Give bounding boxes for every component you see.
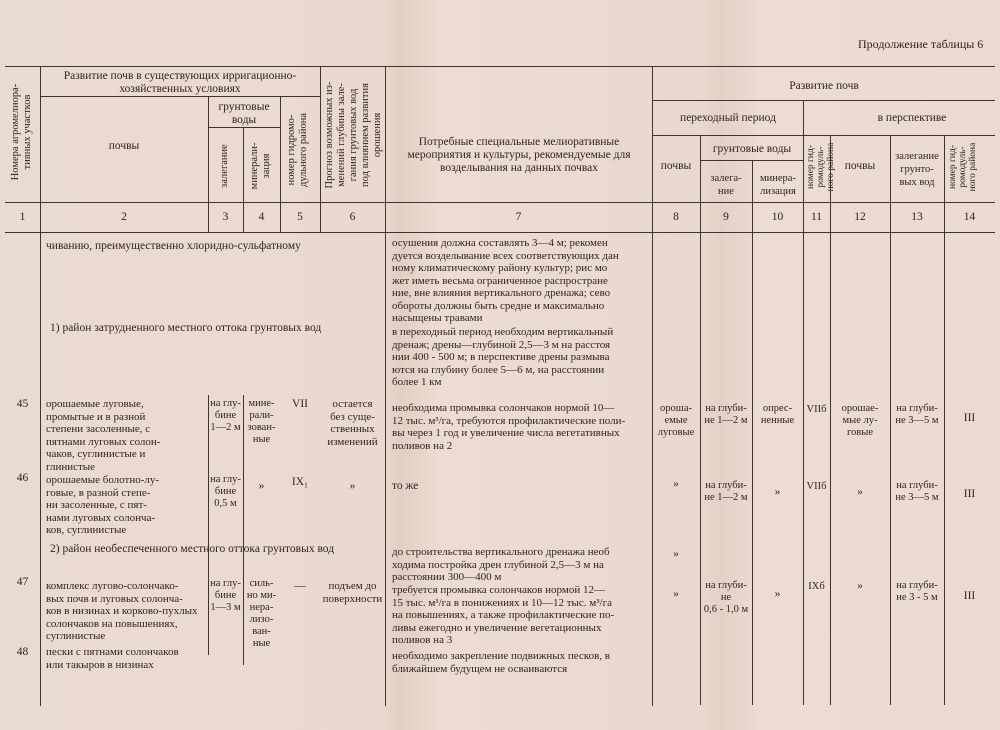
transitional-depth: на глуби- не 1—2 м xyxy=(704,403,748,426)
district-1-heading: 1) район затрудненного местного оттока грунтовых вод xyxy=(50,322,322,334)
ditto-mark: » xyxy=(673,548,679,560)
district-2-heading: 2) район необеспеченного местного оттока грунтовых вод xyxy=(50,543,335,555)
soil-description: орошаемые луговые, промытые и в разной степени засоленные, с пятнами луговых солон- чаков, суглинистые и глинистые xyxy=(46,398,161,473)
row-number: 45 xyxy=(16,398,29,410)
perspective-soil: » xyxy=(857,580,863,592)
measures: необходима промывка солончаков нормой 10— 12 тыс. м³/га, требуются профилактические поли- вы через 1 год и увеличение числа вегетативных поливов на 2 xyxy=(392,402,626,452)
header-hydromodule2: номер гид- ромодуль- ного района xyxy=(806,142,836,192)
transitional-depth: на глуби- не 0,6 - 1,0 м xyxy=(703,580,749,615)
transitional-soil: » xyxy=(673,478,679,490)
col-number: 7 xyxy=(515,211,522,223)
col-number: 6 xyxy=(349,211,356,223)
soil-description: комплекс лугово-солончако- вых почв и луговых солонча- ков в низинах и корково-пухлых солончаков на повышениях, суглинистые xyxy=(46,580,198,642)
table-top-rule xyxy=(5,66,995,67)
district-1-measures: в переходный период необходим вертикальный дренаж; дрены—глубиной 2,5—3 м на расстоя нии 400 - 500 м; в перспективе дрены размыва ются на глубину более 5—6 м, на расстоянии более 1 км xyxy=(392,326,614,388)
header-soils3: почвы xyxy=(844,160,876,172)
col-number: 4 xyxy=(258,211,265,223)
number-row-rule xyxy=(5,232,995,233)
col-number: 1 xyxy=(19,211,26,223)
soil-description: орошаемые болотно-лу- говые, в разной степе- ни засоленные, с пят- нами луговых солонча- ков, суглинистые xyxy=(46,474,160,536)
col-number: 13 xyxy=(911,211,923,223)
groundwater-depth: на глу- бине 1—3 м xyxy=(210,578,241,613)
forecast: подъем до поверхности xyxy=(322,580,383,605)
groundwater-mineralization: силь- но ми- нера- лизо- ван- ные xyxy=(246,578,277,649)
perspective-hydromodule: III xyxy=(963,590,976,602)
perspective-hydromodule: III xyxy=(963,412,976,424)
continuation-text: чиванию, преимущественно хлоридно-сульфатному xyxy=(46,240,301,252)
measures: необходимо закрепление подвижных песков, в ближайшем будущем не осваиваются xyxy=(392,650,610,675)
groundwater-depth: на глу- бине 0,5 м xyxy=(210,474,241,509)
measures: требуется промывка солончаков нормой 12— 15 тыс. м³/га в понижениях и 10—12 тыс. м³/га на повышениях, а также профилактические по- ливы ежегодно и увеличение вегетационных поливов на 3 xyxy=(392,584,615,646)
forecast: » xyxy=(349,480,356,492)
perspective-hydromodule: III xyxy=(963,488,976,500)
transitional-mineralization: опрес- ненные xyxy=(760,403,795,426)
perspective-soil: » xyxy=(857,486,863,498)
hydromodule-district: IX₁ xyxy=(291,476,309,488)
header-mineralization2: минера- лизация xyxy=(760,173,796,197)
transitional-hydromodule: VIIб xyxy=(806,404,827,415)
perspective-depth: на глуби- не 3—5 м xyxy=(895,403,939,426)
header-groundwater: грунтовые воды xyxy=(218,101,270,126)
soil-description: пески с пятнами солончаков или такыров в низинах xyxy=(46,646,179,671)
row-number: 47 xyxy=(16,576,29,588)
transitional-soil: ороша- емые луговые xyxy=(657,403,695,438)
header-plot-number: Номера агромелиора- тивных участков xyxy=(10,83,33,181)
forecast: остается без суще- ственных изменений xyxy=(327,398,378,448)
header-hydromodule: номер гидромо- дульного района xyxy=(286,113,309,188)
groundwater-depth: на глу- бине 1—2 м xyxy=(210,398,241,433)
header-transitional: переходный период xyxy=(680,112,776,124)
transitional-soil: » xyxy=(673,588,679,600)
col-number: 5 xyxy=(297,211,303,223)
transitional-hydromodule: VIIб xyxy=(806,481,827,492)
col-number: 8 xyxy=(673,211,679,223)
perspective-depth: на глуби- не 3—5 м xyxy=(895,480,939,503)
header-measures: Потребные специальные мелиоративные мероприятия и культуры, рекомендуемые для возделывания на данных почвах xyxy=(407,136,631,174)
col-number: 11 xyxy=(810,211,823,223)
measures: то же xyxy=(392,480,419,492)
header-depth: залегание xyxy=(219,144,230,188)
header-groundwater2: грунтовые воды xyxy=(712,143,792,155)
groundwater-mineralization: » xyxy=(258,480,265,492)
district-2-measures: до строительства вертикального дренажа необ ходима постройка дрен глубиной 2,5—3 м на расстоянии 300—400 м xyxy=(392,546,610,583)
header-mineralization: минерали- зация xyxy=(249,142,272,190)
col-number: 12 xyxy=(854,211,866,223)
col-number: 3 xyxy=(222,211,229,223)
header-soils2: почвы xyxy=(660,160,692,172)
header-groundwater3: залегание грунто- вых вод xyxy=(895,151,939,188)
row-number: 48 xyxy=(16,646,29,658)
transitional-depth: на глуби- не 1—2 м xyxy=(704,480,748,503)
transitional-mineralization: » xyxy=(774,588,781,600)
header-forecast: Прогноз возможных из- менений глубины зале- гания грунтовых вод под влиянием развития орошения xyxy=(324,81,383,189)
continuation-caption: Продолжение таблицы 6 xyxy=(858,37,984,51)
header-bottom-rule xyxy=(5,202,995,203)
hydromodule-district: VII xyxy=(292,398,308,410)
col-number: 9 xyxy=(723,211,729,223)
header-hydromodule3: номер гид- ромодуль- ного района xyxy=(948,142,978,192)
header-depth2: залега- ние xyxy=(710,173,742,197)
col-number: 10 xyxy=(771,211,784,223)
header-perspective: в перспективе xyxy=(877,112,947,124)
col-number: 14 xyxy=(963,211,976,223)
row-number: 46 xyxy=(16,472,29,484)
transitional-hydromodule: IXб xyxy=(808,581,825,592)
perspective-soil: орошае- мые лу- говые xyxy=(841,403,879,438)
continuation-measures: осушения должна составлять 3—4 м; рекомен дуется возделывание всех соответствующих дан ному климатическому району культур; рис мо жет иметь весьма ограниченное распростране ние, вне влияния вертикального дренажа; сево обороты должны быть средне и максимально насыщены травами xyxy=(392,237,619,324)
hydromodule-district: — xyxy=(294,580,306,592)
transitional-mineralization: » xyxy=(774,486,781,498)
header-dev-soils: Развитие почв xyxy=(789,80,859,92)
header-dev-current: Развитие почв в существующих ирригационно- хозяйственных условиях xyxy=(63,70,297,95)
header-soils: почвы xyxy=(108,140,140,152)
col-number: 2 xyxy=(121,211,127,223)
groundwater-mineralization: мине- рали- зован- ные xyxy=(247,398,276,445)
perspective-depth: на глуби- не 3 - 5 м xyxy=(896,580,938,603)
